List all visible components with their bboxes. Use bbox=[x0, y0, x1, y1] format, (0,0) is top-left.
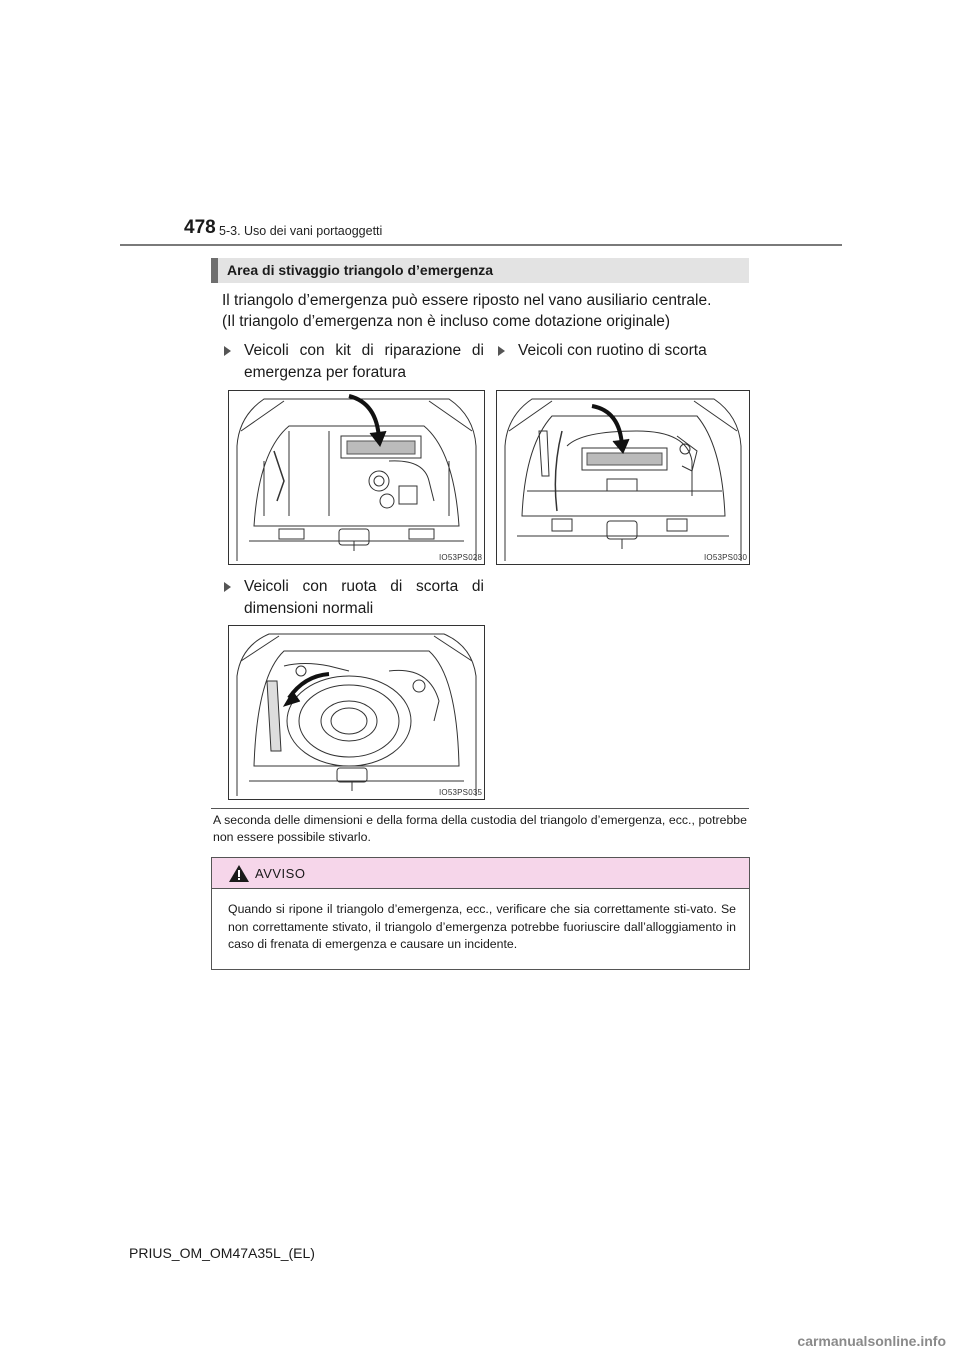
body-line-2: (Il triangolo d’emergenza non è incluso come dotazione originale) bbox=[222, 313, 671, 330]
figure-trunk-repair-kit bbox=[228, 390, 485, 565]
watermark: carmanualsonline.info bbox=[797, 1333, 946, 1349]
figure-code: IO53PS030 bbox=[704, 553, 748, 562]
note-text: A seconda delle dimensioni e della forma della custodia del triangolo d’emergenza, ecc., potrebbe non essere possibile stivarlo. bbox=[213, 813, 747, 844]
figure-caption-text: Veicoli con kit di riparazione di emergenza per foratura bbox=[244, 342, 484, 381]
warning-text: Quando si ripone il triangolo d’emergenza, ecc., verificare che sia correttamente sti-vato. Se non correttamente stivato, il triangolo d’emergenza potrebbe fuoriuscire dall’alloggiamento in caso di frenata di emergenza e causare un incidente. bbox=[228, 902, 736, 951]
footer-code: PRIUS_OM_OM47A35L_(EL) bbox=[129, 1245, 315, 1261]
caption-triangle-icon bbox=[224, 582, 231, 592]
figure-trunk-compact-spare bbox=[496, 390, 750, 565]
warning-header bbox=[212, 858, 749, 889]
page-number: 478 bbox=[184, 217, 216, 238]
figure-caption-text: Veicoli con ruota di scorta di dimensioni normali bbox=[244, 578, 484, 617]
figure-caption-text: Veicoli con ruotino di scorta bbox=[518, 342, 707, 359]
header-rule bbox=[120, 244, 842, 246]
caption-triangle-icon bbox=[498, 346, 505, 356]
figure-caption-2 bbox=[498, 340, 748, 362]
figure-trunk-full-spare bbox=[228, 625, 485, 800]
figure-caption-3 bbox=[224, 576, 486, 620]
warning-box bbox=[211, 857, 750, 970]
section-heading-text: Area di stivaggio triangolo d’emergenza bbox=[227, 262, 494, 278]
body-line-1: Il triangolo d’emergenza può essere riposto nel vano ausiliario centrale. bbox=[222, 292, 712, 309]
warning-label: AVVISO bbox=[255, 866, 306, 881]
section-heading bbox=[211, 258, 749, 283]
section-title: 5-3. Uso dei vani portaoggetti bbox=[219, 224, 383, 238]
figure-code: IO53PS035 bbox=[439, 788, 483, 797]
trunk-repair-kit-illustration bbox=[229, 391, 484, 564]
note-rule bbox=[211, 808, 749, 809]
trunk-full-spare-illustration bbox=[229, 626, 484, 799]
figure-code: IO53PS028 bbox=[439, 553, 483, 562]
figure-caption-1 bbox=[224, 340, 486, 384]
warning-triangle-icon bbox=[229, 865, 249, 882]
trunk-compact-spare-illustration bbox=[497, 391, 749, 564]
caption-triangle-icon bbox=[224, 346, 231, 356]
